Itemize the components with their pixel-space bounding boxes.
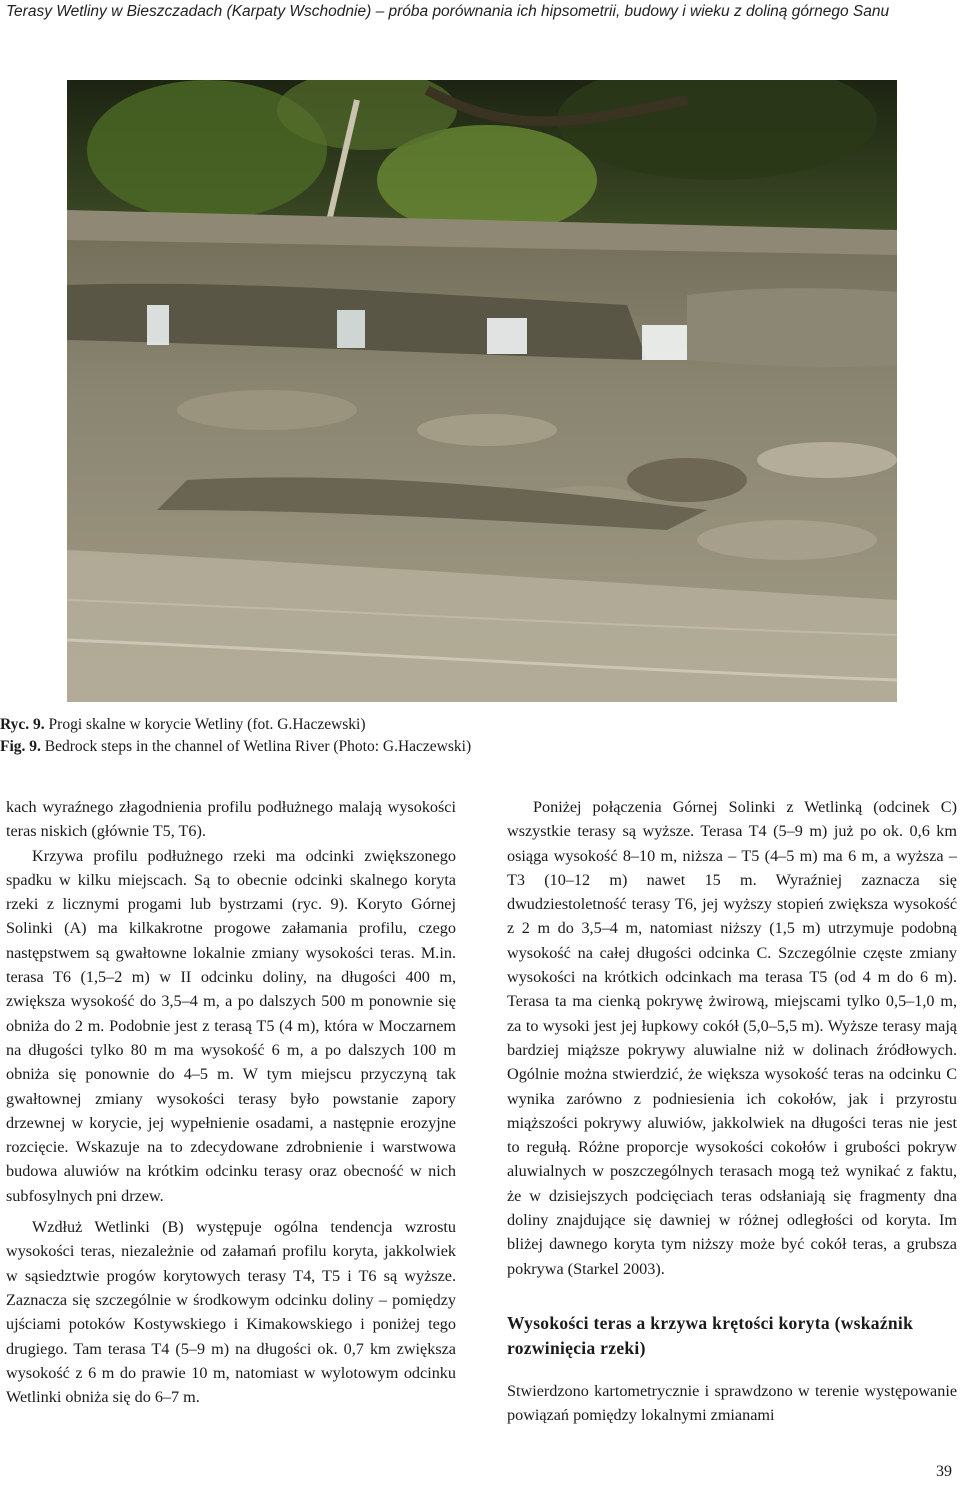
caption-polish-label: Ryc. 9. — [0, 716, 45, 733]
left-paragraph-2: Krzywa profilu podłużnego rzeki ma odcinki zwiększonego spadku w kilku miejscach. Są to obecnie odcinki skalnego koryta rzeki z licznymi progami lub bystrzami (ryc. 9). Koryto Górnej Solinki (A) ma kilkakrotne progowe załamania profilu, czego następstwem są gwałtowne lokalnie zmiany wysokości teras. M.in. terasa T6 (1,5–2 m) w II odcinku doliny, na długości 400 m, zwiększa wysokość do 3,5–4 m, a po dalszych 500 m ponownie się obniża do 2 m. Podobnie jest z terasą T5 (4 m), która w Moczarnem na długości tylko 80 m ma wysokość 6 m, a po dalszych 100 m obniża się ponownie do 4–5 m. W tym miejscu przyczyną tak gwałtownej zmiany wysokości terasy było powstanie zapory drzewnej w korycie, jej wypełnienie osadami, a następnie erozyjne rozcięcie. Wskazuje na to zdecydowane zdrobnienie i warstwowa budowa aluwiów na krótkim odcinku terasy oraz obecność w nich subfosylnych pni drzew. — [6, 846, 456, 1205]
left-column — [6, 795, 456, 1409]
figure-caption — [0, 714, 700, 758]
running-head: Terasy Wetliny w Bieszczadach (Karpaty Wschodnie) – próba porównania ich hipsometrii, budowy i wieku z doliną górnego Sanu — [6, 3, 890, 20]
left-paragraph-1: kach wyraźnego złagodnienia profilu podłużnego malają wysokości teras niskich (głównie T5, T6). — [6, 798, 456, 841]
river-photo-illustration — [67, 80, 897, 702]
right-column — [507, 795, 957, 1428]
caption-english — [0, 736, 700, 758]
caption-english-label: Fig. 9. — [0, 738, 41, 755]
right-paragraph-2: Stwierdzono kartometrycznie i sprawdzono w terenie występowanie powiązań pomiędzy lokalnymi zmianami — [507, 1381, 957, 1425]
caption-english-text: Bedrock steps in the channel of Wetlina River (Photo: G.Haczewski) — [40, 738, 472, 755]
caption-polish — [0, 714, 700, 736]
river-photo — [67, 80, 897, 702]
left-paragraph-3: Wzdłuż Wetlinki (B) występuje ogólna tendencja wzrostu wysokości teras, niezależnie od załamań profilu koryta, jakkolwiek w sąsiedztwie progów korytowych terasy T4, T5 i T6 są wyższe. Zaznacza się szczególnie w środkowym odcinku doliny – pomiędzy ujściami potoków Kostywskiego i Kimakowskiego i poniżej tego drugiego. Tam terasa T4 (5–9 m) na długości ok. 0,7 km zwiększa wysokość z 6 m do prawie 10 m, natomiast w wylotowym odcinku Wetlinki obniża się do 6–7 m. — [6, 1218, 456, 1407]
caption-polish-text: Progi skalne w korycie Wetliny (fot. G.Haczewski) — [44, 716, 366, 733]
section-heading: Wysokości teras a krzywa krętości koryta (wskaźnik rozwinięcia rzeki) — [507, 1312, 914, 1358]
right-paragraph-1: Poniżej połączenia Górnej Solinki z Wetlinką (odcinek C) wszystkie terasy są wyższe. Terasa T4 (5–9 m) już po ok. 0,6 km osiąga wysokość 8–10 m, niższa – T5 (4–5 m) ma 6 m, a wyższa – T3 (10–12 m) nawet 15 m. Wyraźniej zaznacza się dwudziestoletność terasy T6, jej wyższy stopień zwiększa wysokość z 2 m do 3,5–4 m, natomiast niższy (1,5 m) utrzymuje podobną wysokość na całej długości odcinka C. Szczególnie częste zmiany wysokości na krótkich odcinkach ma terasa T5 (od 4 m do 6 m). Terasa ta ma cienką pokrywę żwirową, miejscami tylko 0,5–1,0 m, za to wysoki jest jej łupkowy cokół (5,0–5,5 m). Wyższe terasy mają bardziej miąższe pokrywy aluwialne niż w dolinach źródłowych. Ogólnie można stwierdzić, że większa wysokość teras na odcinku C wynika zarówno z podniesienia ich cokołów, jak i przyrostu miąższości pokrywy aluwiów, jakkolwiek na długości teras nie jest to regułą. Różne proporcje wysokości cokołów i grubości pokryw aluwialnych w poszczególnych terasach mogą też wynikać z faktu, że w dzisiejszych podcięciach teras odsłaniają się fragmenty dna doliny znajdujące się dawniej w różnej odległości od koryta. Im bliżej dawnego koryta tym niższy może być cokół teras, a grubsza pokrywa (Starkel 2003). — [507, 798, 957, 1278]
page-number: 39 — [936, 1463, 952, 1480]
